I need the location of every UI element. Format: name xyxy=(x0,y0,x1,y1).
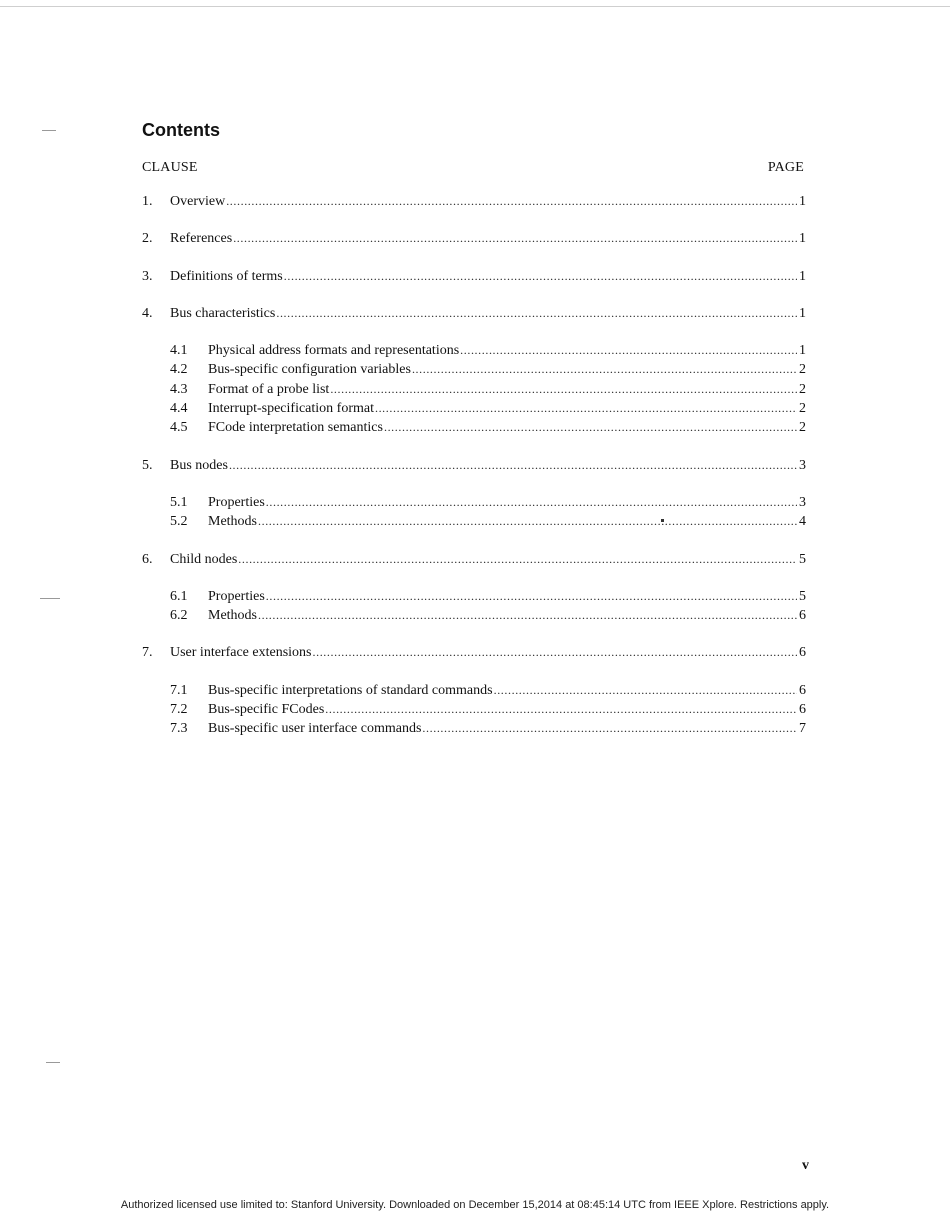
clause-number: 4.4 xyxy=(170,401,188,417)
page-ref: 5 xyxy=(799,588,806,604)
page-ref: 2 xyxy=(799,420,806,436)
clause-number: 4.3 xyxy=(170,381,188,397)
clause-number: 5. xyxy=(142,457,153,473)
clause-title: Bus-specific configuration variables xyxy=(208,362,411,378)
toc-subclause-row xyxy=(142,587,806,606)
toc-clause-row xyxy=(142,304,806,323)
page-ref: 6 xyxy=(799,608,806,624)
dot-leader xyxy=(266,587,797,605)
toc-entry xyxy=(142,456,806,532)
toc-entry xyxy=(142,267,806,286)
dot-leader xyxy=(412,360,797,378)
toc-subclause-row xyxy=(142,418,806,437)
page-ref: 2 xyxy=(799,362,806,378)
dot-leader xyxy=(258,606,797,624)
clause-title: FCode interpretation semantics xyxy=(208,420,383,436)
clause-number: 6.1 xyxy=(170,588,188,604)
dot-leader xyxy=(229,456,797,474)
scan-speck xyxy=(46,1062,60,1063)
toc-subclause-row xyxy=(142,341,806,360)
dot-leader xyxy=(460,341,797,359)
clause-title: Bus-specific user interface commands xyxy=(208,721,422,737)
dot-leader xyxy=(325,700,797,718)
toc-subclause-row xyxy=(142,719,806,738)
dot-leader xyxy=(233,229,797,247)
dot-leader xyxy=(276,304,797,322)
clause-number: 1. xyxy=(142,194,153,209)
dot-leader xyxy=(384,418,797,436)
top-rule xyxy=(0,6,950,7)
page-number: v xyxy=(802,1158,809,1173)
page-ref: 2 xyxy=(799,381,806,397)
toc-clause-row xyxy=(142,643,806,662)
dot-leader xyxy=(313,643,798,661)
page-ref: 1 xyxy=(799,268,806,284)
toc-clause-row xyxy=(142,550,806,569)
clause-number: 3. xyxy=(142,268,153,284)
toc-subclauses xyxy=(142,493,806,532)
clause-title: Properties xyxy=(208,588,265,604)
clause-title: Bus characteristics xyxy=(170,305,276,321)
dot-leader xyxy=(330,380,797,398)
clause-title: Overview xyxy=(170,194,226,209)
page-ref: 3 xyxy=(799,494,806,510)
dot-leader xyxy=(258,512,797,530)
toc-clause-row xyxy=(142,456,806,475)
toc-clause-row xyxy=(142,229,806,248)
dot-leader xyxy=(284,267,797,285)
toc-subclause-row xyxy=(142,681,806,700)
toc-subclauses xyxy=(142,681,806,739)
clause-title: Bus-specific interpretations of standard commands xyxy=(208,682,493,698)
page-title: Contents xyxy=(142,120,220,140)
page-ref: 7 xyxy=(799,721,806,737)
clause-title: Interrupt-specification format xyxy=(208,401,374,417)
clause-number: 5.1 xyxy=(170,494,188,510)
dot-leader xyxy=(375,399,797,417)
page-ref: 6 xyxy=(799,702,806,718)
dot-leader xyxy=(266,493,797,511)
clause-title: Bus-specific FCodes xyxy=(208,702,325,718)
clause-title: References xyxy=(170,231,233,247)
clause-number: 7.2 xyxy=(170,702,188,718)
toc-entry xyxy=(142,550,806,626)
clause-title: User interface extensions xyxy=(170,645,312,661)
dot-leader xyxy=(226,192,797,210)
toc-entry xyxy=(142,192,806,211)
toc-subclause-row xyxy=(142,606,806,625)
license-footer: Authorized licensed use limited to: Stanford University. Downloaded on December 15,2014 at 08:45:14 UTC from IEEE Xplore. Restrictions apply. xyxy=(120,1199,830,1211)
clause-number: 4. xyxy=(142,305,153,321)
page-column-header: PAGE xyxy=(767,160,804,175)
clause-title: Methods xyxy=(208,514,257,530)
page-ref: 3 xyxy=(799,457,806,473)
clause-number: 4.2 xyxy=(170,362,188,378)
toc-subclauses xyxy=(142,587,806,626)
toc-clause-row xyxy=(142,192,806,211)
scan-speck xyxy=(661,519,664,522)
toc-entry xyxy=(142,643,806,738)
clause-title: Physical address formats and representations xyxy=(208,343,460,359)
clause-title: Format of a probe list xyxy=(208,381,330,397)
clause-number: 6.2 xyxy=(170,608,188,624)
clause-title: Child nodes xyxy=(170,551,238,567)
clause-number: 6. xyxy=(142,551,153,567)
page-ref: 5 xyxy=(799,551,806,567)
dot-leader xyxy=(422,719,797,737)
clause-column-header: CLAUSE xyxy=(142,160,198,175)
page-ref: 2 xyxy=(799,401,806,417)
page-ref: 6 xyxy=(799,682,806,698)
clause-title: Definitions of terms xyxy=(170,268,283,284)
page-ref: 1 xyxy=(799,194,806,209)
scan-speck xyxy=(40,598,60,599)
clause-title: Methods xyxy=(208,608,257,624)
clause-title: Properties xyxy=(208,494,265,510)
dot-leader xyxy=(494,681,797,699)
toc-subclause-row xyxy=(142,512,806,531)
scan-speck xyxy=(42,130,56,131)
clause-number: 4.1 xyxy=(170,343,188,359)
page-ref: 1 xyxy=(799,231,806,247)
clause-number: 7.3 xyxy=(170,721,188,737)
clause-number: 4.5 xyxy=(170,420,188,436)
clause-title: Bus nodes xyxy=(170,457,228,473)
clause-number: 5.2 xyxy=(170,514,188,530)
clause-number: 7. xyxy=(142,645,153,661)
toc-entry xyxy=(142,304,806,438)
toc-entry xyxy=(142,229,806,248)
clause-number: 7.1 xyxy=(170,682,188,698)
toc-subclause-row xyxy=(142,380,806,399)
page-ref: 4 xyxy=(799,514,806,530)
page-ref: 6 xyxy=(799,645,806,661)
dot-leader xyxy=(238,550,797,568)
toc-subclause-row xyxy=(142,700,806,719)
page-ref: 1 xyxy=(799,305,806,321)
toc-subclause-row xyxy=(142,493,806,512)
table-of-contents xyxy=(142,192,806,757)
clause-number: 2. xyxy=(142,231,153,247)
toc-clause-row xyxy=(142,267,806,286)
toc-subclause-row xyxy=(142,399,806,418)
page-ref: 1 xyxy=(799,343,806,359)
toc-subclause-row xyxy=(142,360,806,379)
toc-subclauses xyxy=(142,341,806,437)
